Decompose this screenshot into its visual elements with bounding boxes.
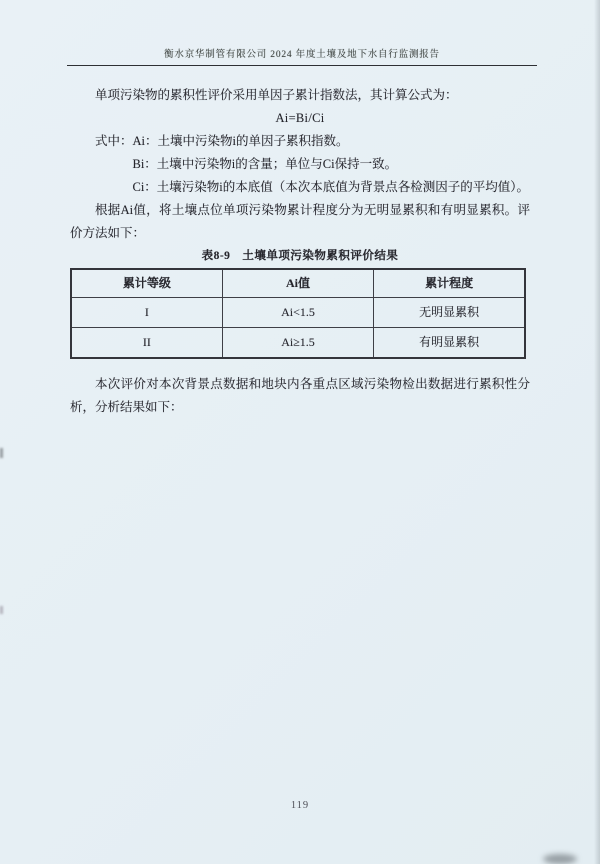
column-header-grade: 累计等级 [71, 269, 222, 298]
cell-grade: II [71, 328, 222, 359]
column-header-ai-value: Ai值 [222, 269, 373, 298]
paragraph-conclusion: 本次评价对本次背景点数据和地块内各重点区域污染物检出数据进行累积性分析，分析结果如下： [70, 377, 530, 414]
evaluation-table [70, 268, 526, 359]
definition-ai: 式中：Ai：土壤中污染物i的单因子累积指数。 [95, 134, 349, 148]
table-row [71, 328, 525, 359]
page-header [67, 46, 537, 66]
table-header-row [71, 269, 525, 298]
page-number: 119 [290, 800, 310, 811]
cell-degree: 有明显累积 [374, 328, 525, 359]
content-area [70, 84, 530, 419]
scan-smudge-artifact [543, 854, 577, 864]
scan-edge-artifact [594, 0, 600, 864]
header-title: 衡水京华制管有限公司 2024 年度土壤及地下水自行监测报告 [164, 50, 440, 60]
column-header-degree: 累计程度 [374, 269, 525, 298]
cell-ai-value: Ai≥1.5 [222, 328, 373, 359]
cell-grade: I [71, 298, 222, 328]
paragraph-intro: 单项污染物的累积性评价采用单因子累计指数法，其计算公式为： [95, 88, 458, 102]
scan-speck-artifact [0, 606, 3, 614]
formula-text: Ai=Bi/Ci [275, 111, 325, 125]
definition-bi: Bi：土壤中污染物i的含量；单位与Ci保持一致。 [132, 157, 398, 171]
cell-ai-value: Ai<1.5 [222, 298, 373, 328]
definition-ci: Ci：土壤污染物i的本底值（本次本底值为背景点各检测因子的平均值）。 [132, 180, 530, 194]
scan-speck-artifact [0, 448, 3, 458]
cell-degree: 无明显累积 [374, 298, 525, 328]
table-row [71, 298, 525, 328]
table-caption: 表8-9 土壤单项污染物累积评价结果 [201, 250, 399, 262]
paragraph-method: 根据Ai值，将土壤点位单项污染物累计程度分为无明显累积和有明显累积。评价方法如下： [70, 203, 530, 240]
